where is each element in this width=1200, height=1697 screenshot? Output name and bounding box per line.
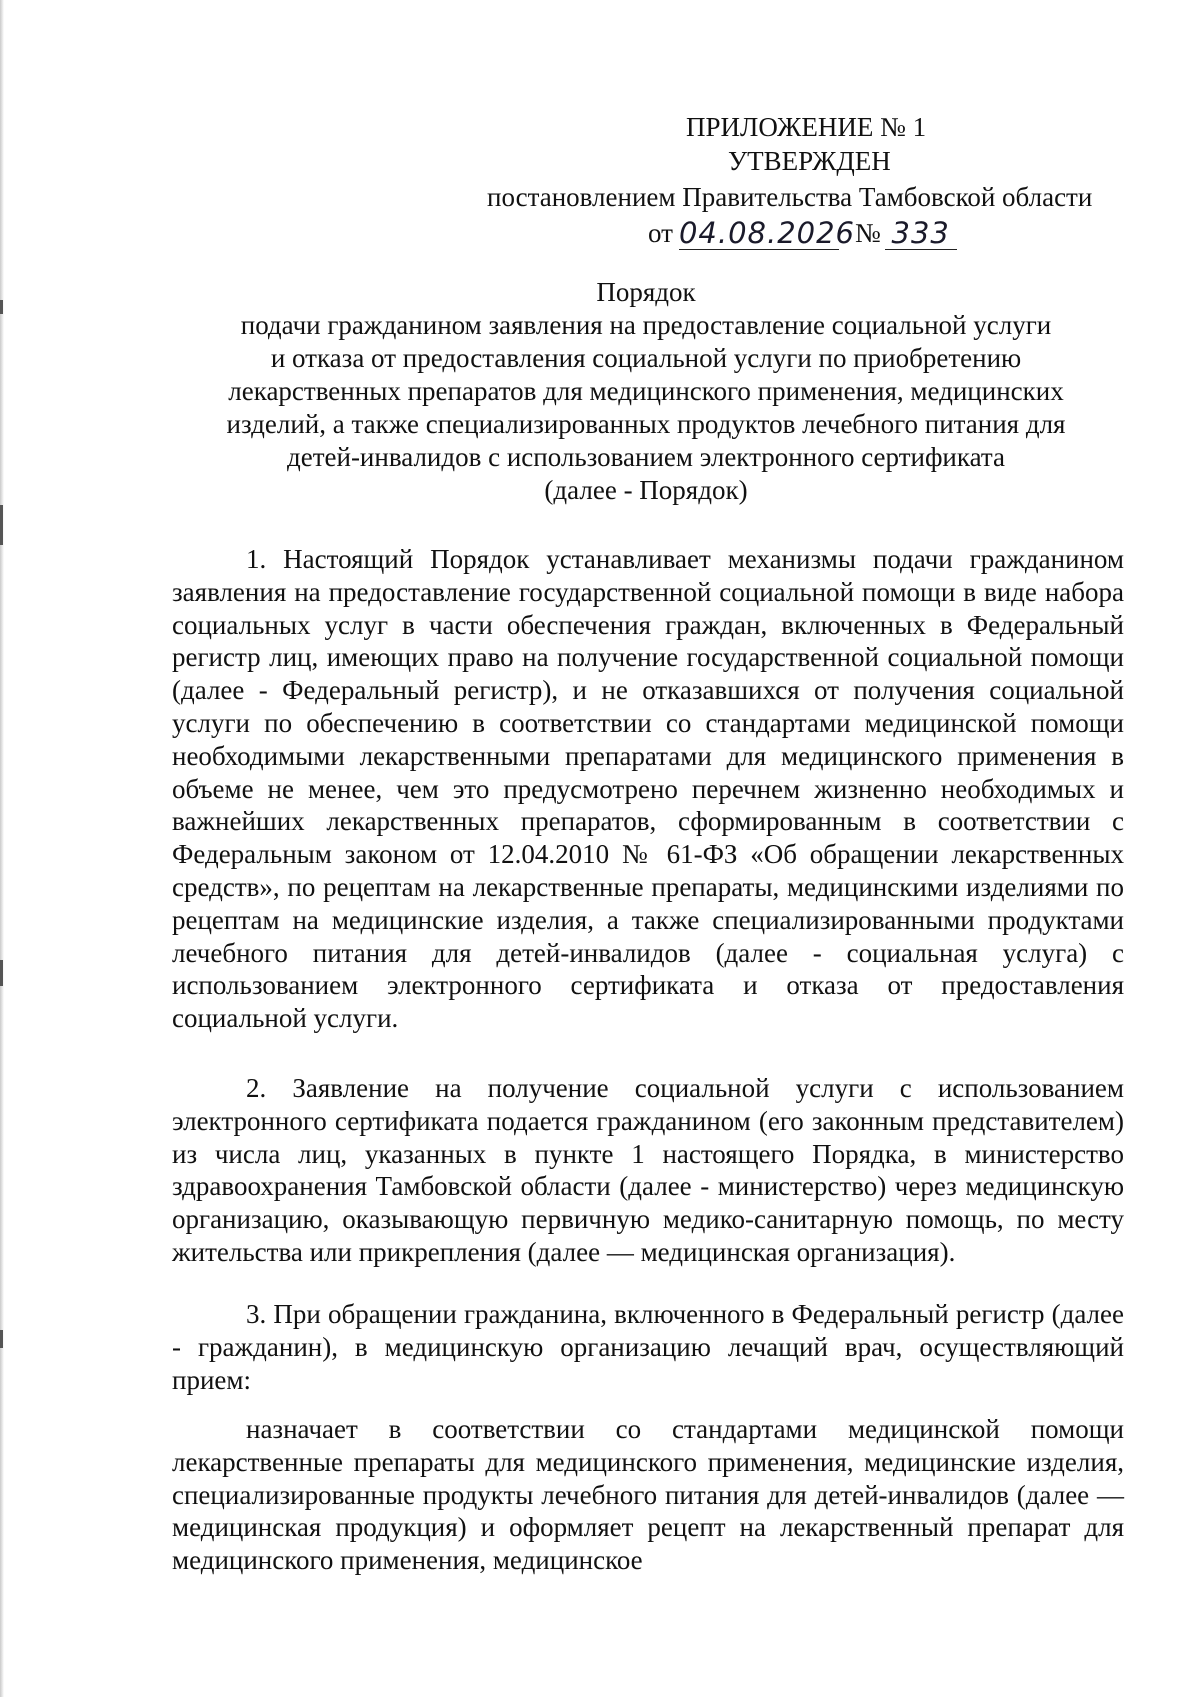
title-line: (далее - Порядок) <box>544 475 748 505</box>
paragraph-3 <box>172 1298 1124 1396</box>
handwritten-number: 333 <box>885 219 957 250</box>
appendix-label: ПРИЛОЖЕНИЕ № 1 <box>686 112 927 142</box>
scan-mark <box>0 300 3 314</box>
scan-edge-shadow <box>0 0 4 1697</box>
decree-date-row <box>648 215 957 250</box>
decree-line: постановлением Правительства Тамбовской области <box>487 182 1093 212</box>
scan-mark <box>0 505 3 545</box>
document-title <box>170 276 1122 507</box>
paragraph-1 <box>172 543 1124 1035</box>
scan-mark <box>0 1330 3 1348</box>
handwritten-date: 04.08.2026 <box>678 215 855 250</box>
title-line: подачи гражданином заявления на предоставление социальной услуги <box>240 310 1052 340</box>
title-line: детей-инвалидов с использованием электронного сертификата <box>286 442 1005 472</box>
paragraph-text: 2. Заявление на получение социальной услуги с использованием электронного сертификата подается гражданином (его законным представителем) из числа лиц, указанных в пункте 1 настоящего Порядка, в министерство здравоохранения Тамбовской области (далее - министерство) через медицинскую организацию, оказывающую первичную медико-санитарную помощь, по месту жительства или прикрепления (далее — медицинская организация). <box>172 1073 1124 1267</box>
title-line: лекарственных препаратов для медицинского применения, медицинских <box>228 376 1064 406</box>
paragraph-text: 1. Настоящий Порядок устанавливает механизмы подачи гражданином заявления на предоставление государственной социальной помощи в виде набора социальных услуг в части обеспечения граждан, включенных в Федеральный регистр лиц, имеющих право на получение государственной социальной помощи (далее - Федеральный регистр), и не отказавшихся от получения социальной услуги по обеспечению в соответствии со стандартами медицинской помощи необходимыми лекарственными препаратами для медицинского применения в объеме не менее, чем это предусмотрено перечнем жизненно необходимых и важнейших лекарственных препаратов, сформированным в соответствии с Федеральным законом от 12.04.2010 № 61-ФЗ «Об обращении лекарственных средств», по рецептам на лекарственные препараты, медицинскими изделиями по рецептам на медицинские изделия, а также специализированными продуктами лечебного питания для детей-инвалидов (далее - социальная услуга) с использованием электронного сертификата и отказа от предоставления социальной услуги. <box>172 544 1124 1034</box>
paragraph-text: 3. При обращении гражданина, включенного в Федеральный регистр (далее - гражданин), в медицинскую организацию лечащий врач, осуществляющий прием: <box>172 1299 1124 1395</box>
title-line: и отказа от предоставления социальной услуги по приобретению <box>270 343 1022 373</box>
approved-label: УТВЕРЖДЕН <box>728 146 891 176</box>
date-prefix: от <box>648 218 673 248</box>
paragraph-2 <box>172 1072 1124 1269</box>
paragraph-4 <box>172 1413 1124 1577</box>
paragraph-text: назначает в соответствии со стандартами медицинской помощи лекарственные препараты для медицинского применения, медицинские изделия, специализированные продукты лечебного питания для детей-инвалидов (далее — медицинская продукция) и оформляет рецепт на лекарственный препарат для медицинского применения, медицинское <box>172 1414 1124 1576</box>
scan-mark <box>0 960 3 986</box>
title-line: изделий, а также специализированных продуктов лечебного питания для <box>226 409 1066 439</box>
number-prefix: № <box>854 218 881 248</box>
title-heading: Порядок <box>596 277 696 307</box>
